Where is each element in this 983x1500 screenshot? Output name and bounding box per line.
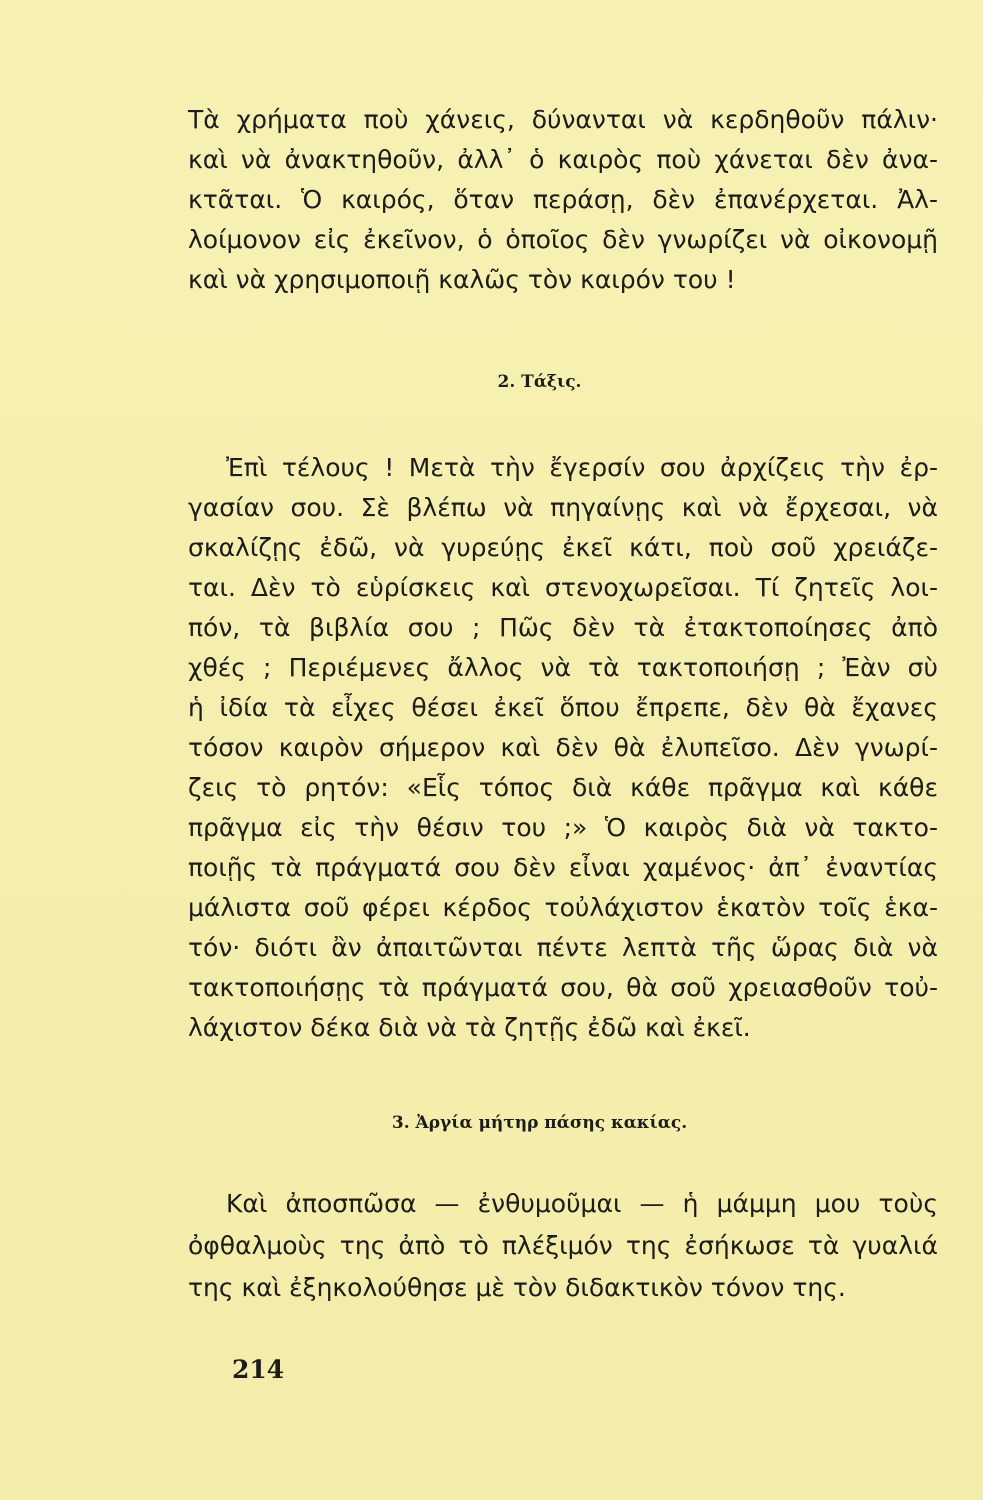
text-line: καὶ νὰ χρησιμοποιῇ καλῶς τὸν καιρόν του ! [188,265,736,294]
paragraph-order [188,448,938,1048]
text-line: καὶ νὰ ἀνακτηθοῦν, ἀλλ᾽ ὁ καιρὸς ποὺ χάνεται δὲν ἀνα- [188,145,938,174]
section-heading-order: 2. Τάξις. [497,372,582,392]
paragraph-grandmother [188,1183,938,1309]
text-line: πρᾶγμα εἰς τὴν θέσιν του ;» Ὁ καιρὸς διὰ νὰ τακτο- [188,813,938,842]
section-heading-idleness: 3. Ἀργία μήτηρ πάσης κακίας. [391,1113,688,1133]
text-line: γασίαν σου. Σὲ βλέπω νὰ πηγαίνῃς καὶ νὰ ἔρχεσαι, νὰ [188,493,938,522]
page-number: 214 [232,1355,285,1384]
text-line: λάχιστον δέκα διὰ νὰ τὰ ζητῇς ἐδῶ καὶ ἐκεῖ. [188,1013,751,1042]
text-line: τακτοποιήσῃς τὰ πράγματά σου, θὰ σοῦ χρειασθοῦν τοὐ- [188,973,938,1002]
text-line: ἡ ἰδία τὰ εἶχες θέσει ἐκεῖ ὅπου ἔπρεπε, δὲν θὰ ἔχανες [188,693,938,722]
text-line: Καὶ ἀποσπῶσα — ἐνθυμοῦμαι — ἡ μάμμη μου τοὺς [226,1189,938,1218]
text-line: ζεις τὸ ρητόν: «Εἷς τόπος διὰ κάθε πρᾶγμα καὶ κάθε [188,773,938,802]
text-line: ται. Δὲν τὸ εὑρίσκεις καὶ στενοχωρεῖσαι. Τί ζητεῖς λοι- [188,573,938,602]
text-line: μάλιστα σοῦ φέρει κέρδος τοὐλάχιστον ἑκατὸν τοῖς ἑκα- [188,893,938,922]
text-line: της καὶ ἐξηκολούθησε μὲ τὸν διδακτικὸν τόνον της. [188,1273,846,1302]
text-line: Ἐπὶ τέλους ! Μετὰ τὴν ἔγερσίν σου ἀρχίζεις τὴν ἐρ- [226,453,938,482]
text-line: σκαλίζῃς ἐδῶ, νὰ γυρεύῃς ἐκεῖ κάτι, ποὺ σοῦ χρειάζε- [188,533,938,562]
paragraph-money-and-time [188,100,938,300]
text-line: λοίμονον εἰς ἐκεῖνον, ὁ ὁποῖος δὲν γνωρίζει νὰ οἰκονομῇ [188,225,938,254]
text-line: χθές ; Περιέμενες ἄλλος νὰ τὰ τακτοποιήσῃ ; Ἐὰν σὺ [188,653,938,682]
text-line: ποιῇς τὰ πράγματά σου δὲν εἶναι χαμένος· ἀπ᾽ ἐναντίας [188,853,938,882]
text-line: τόσον καιρὸν σήμερον καὶ δὲν θὰ ἐλυπεῖσο. Δὲν γνωρί- [188,733,938,762]
text-line: ὀφθαλμοὺς της ἀπὸ τὸ πλέξιμόν της ἐσήκωσε τὰ γυαλιά [188,1231,938,1260]
text-line: Τὰ χρήματα ποὺ χάνεις, δύνανται νὰ κερδηθοῦν πάλιν· [188,105,938,134]
text-line: πόν, τὰ βιβλία σου ; Πῶς δὲν τὰ ἐτακτοποίησες ἀπὸ [188,613,938,642]
text-line: κτᾶται. Ὁ καιρός, ὅταν περάσῃ, δὲν ἐπανέρχεται. Ἀλ- [188,185,938,214]
text-line: τόν· διότι ἂν ἀπαιτῶνται πέντε λεπτὰ τῆς ὥρας διὰ νὰ [188,933,938,962]
